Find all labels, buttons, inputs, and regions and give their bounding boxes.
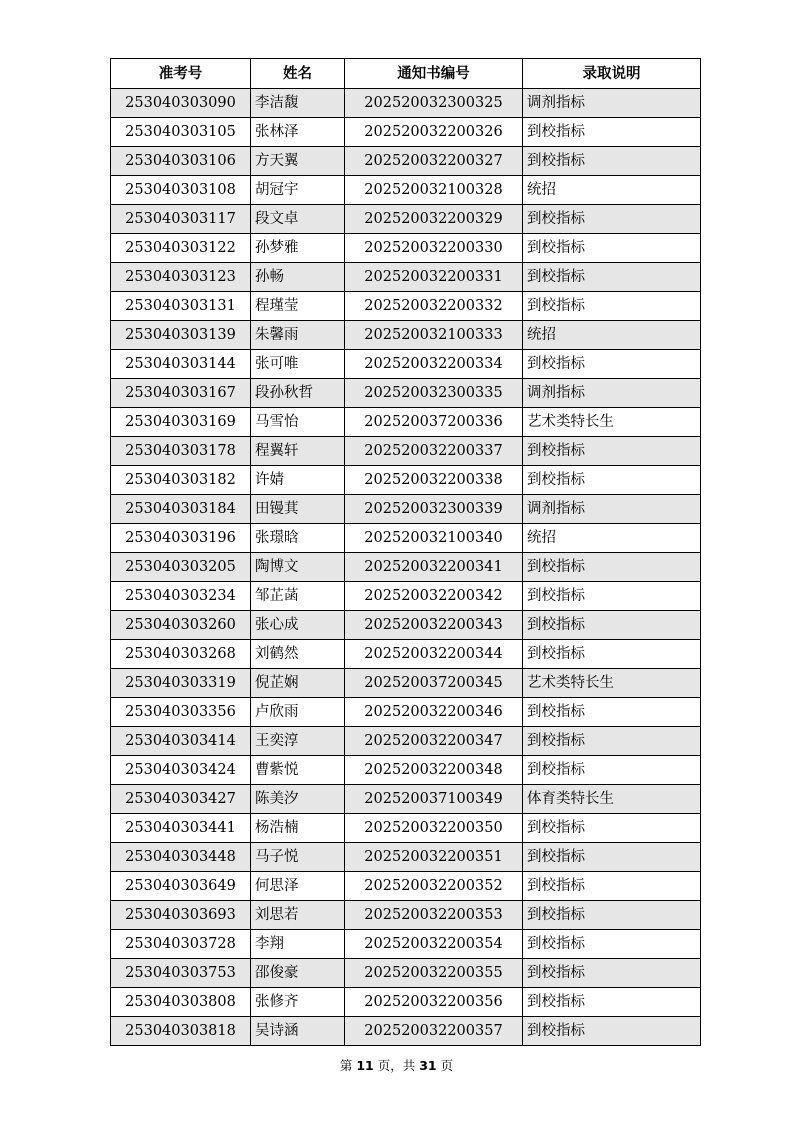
notice-number-cell: 202520037200345 xyxy=(345,669,523,698)
exam-number-cell: 253040303139 xyxy=(111,321,251,350)
admission-note-cell: 到校指标 xyxy=(523,930,701,959)
admission-table xyxy=(110,58,701,1046)
admission-note-cell: 统招 xyxy=(523,321,701,350)
notice-number-cell: 202520032200329 xyxy=(345,205,523,234)
admission-note-cell: 到校指标 xyxy=(523,988,701,1017)
name-cell: 吴诗涵 xyxy=(251,1017,345,1046)
exam-number-cell: 253040303356 xyxy=(111,698,251,727)
table-header-row xyxy=(111,59,701,89)
admission-note-cell: 调剂指标 xyxy=(523,379,701,408)
notice-number-cell: 202520032200355 xyxy=(345,959,523,988)
exam-number-cell: 253040303268 xyxy=(111,640,251,669)
admission-note-cell: 到校指标 xyxy=(523,466,701,495)
footer-total-pages: 31 xyxy=(419,1058,437,1073)
name-cell: 张璟晗 xyxy=(251,524,345,553)
admission-note-cell: 到校指标 xyxy=(523,147,701,176)
admission-note-cell: 到校指标 xyxy=(523,350,701,379)
admission-note-cell: 到校指标 xyxy=(523,553,701,582)
name-cell: 程瑾莹 xyxy=(251,292,345,321)
notice-number-cell: 202520032200341 xyxy=(345,553,523,582)
table-row xyxy=(111,118,701,147)
admission-note-cell: 统招 xyxy=(523,176,701,205)
name-cell: 张修齐 xyxy=(251,988,345,1017)
notice-number-cell: 202520032100340 xyxy=(345,524,523,553)
exam-number-cell: 253040303693 xyxy=(111,901,251,930)
footer-suffix: 页 xyxy=(440,1058,454,1073)
header-name: 姓名 xyxy=(251,59,345,89)
notice-number-cell: 202520032100333 xyxy=(345,321,523,350)
table-row xyxy=(111,524,701,553)
exam-number-cell: 253040303319 xyxy=(111,669,251,698)
notice-number-cell: 202520032200331 xyxy=(345,263,523,292)
admission-note-cell: 到校指标 xyxy=(523,234,701,263)
table-row xyxy=(111,147,701,176)
table-row xyxy=(111,437,701,466)
name-cell: 李洁馥 xyxy=(251,89,345,118)
admission-note-cell: 调剂指标 xyxy=(523,89,701,118)
table-row xyxy=(111,292,701,321)
footer-middle: 页，共 xyxy=(377,1058,416,1073)
name-cell: 曹紫悦 xyxy=(251,756,345,785)
exam-number-cell: 253040303090 xyxy=(111,89,251,118)
exam-number-cell: 253040303753 xyxy=(111,959,251,988)
name-cell: 陶博文 xyxy=(251,553,345,582)
table-row xyxy=(111,408,701,437)
notice-number-cell: 202520032200352 xyxy=(345,872,523,901)
name-cell: 邵俊豪 xyxy=(251,959,345,988)
exam-number-cell: 253040303182 xyxy=(111,466,251,495)
notice-number-cell: 202520032200342 xyxy=(345,582,523,611)
admission-note-cell: 到校指标 xyxy=(523,698,701,727)
page-footer xyxy=(0,1056,793,1074)
admission-note-cell: 到校指标 xyxy=(523,263,701,292)
exam-number-cell: 253040303108 xyxy=(111,176,251,205)
table-row xyxy=(111,466,701,495)
exam-number-cell: 253040303441 xyxy=(111,814,251,843)
admission-note-cell: 到校指标 xyxy=(523,959,701,988)
name-cell: 马子悦 xyxy=(251,843,345,872)
notice-number-cell: 202520032300325 xyxy=(345,89,523,118)
name-cell: 许婧 xyxy=(251,466,345,495)
admission-note-cell: 到校指标 xyxy=(523,205,701,234)
table-row xyxy=(111,1017,701,1046)
notice-number-cell: 202520032200357 xyxy=(345,1017,523,1046)
admission-note-cell: 到校指标 xyxy=(523,582,701,611)
exam-number-cell: 253040303169 xyxy=(111,408,251,437)
admission-note-cell: 到校指标 xyxy=(523,756,701,785)
notice-number-cell: 202520032200338 xyxy=(345,466,523,495)
name-cell: 孙梦雅 xyxy=(251,234,345,263)
name-cell: 张可唯 xyxy=(251,350,345,379)
table-row xyxy=(111,843,701,872)
exam-number-cell: 253040303106 xyxy=(111,147,251,176)
notice-number-cell: 202520037200336 xyxy=(345,408,523,437)
notice-number-cell: 202520032200348 xyxy=(345,756,523,785)
header-admission-note: 录取说明 xyxy=(523,59,701,89)
table-row xyxy=(111,379,701,408)
table-row xyxy=(111,930,701,959)
exam-number-cell: 253040303131 xyxy=(111,292,251,321)
table-row xyxy=(111,872,701,901)
notice-number-cell: 202520032200326 xyxy=(345,118,523,147)
name-cell: 邹芷菡 xyxy=(251,582,345,611)
table-body xyxy=(111,89,701,1046)
notice-number-cell: 202520032200344 xyxy=(345,640,523,669)
name-cell: 李翔 xyxy=(251,930,345,959)
admission-note-cell: 到校指标 xyxy=(523,901,701,930)
name-cell: 王奕淳 xyxy=(251,727,345,756)
name-cell: 方天翼 xyxy=(251,147,345,176)
exam-number-cell: 253040303728 xyxy=(111,930,251,959)
table-row xyxy=(111,814,701,843)
admission-note-cell: 到校指标 xyxy=(523,814,701,843)
exam-number-cell: 253040303105 xyxy=(111,118,251,147)
exam-number-cell: 253040303818 xyxy=(111,1017,251,1046)
name-cell: 卢欣雨 xyxy=(251,698,345,727)
footer-prefix: 第 xyxy=(339,1058,353,1073)
notice-number-cell: 202520032200330 xyxy=(345,234,523,263)
notice-number-cell: 202520032200356 xyxy=(345,988,523,1017)
notice-number-cell: 202520032200346 xyxy=(345,698,523,727)
table-row xyxy=(111,727,701,756)
admission-note-cell: 体育类特长生 xyxy=(523,785,701,814)
exam-number-cell: 253040303414 xyxy=(111,727,251,756)
name-cell: 张心成 xyxy=(251,611,345,640)
admission-note-cell: 到校指标 xyxy=(523,727,701,756)
table-row xyxy=(111,640,701,669)
table-row xyxy=(111,205,701,234)
name-cell: 马雪怡 xyxy=(251,408,345,437)
name-cell: 刘鹤然 xyxy=(251,640,345,669)
table-row xyxy=(111,669,701,698)
name-cell: 段文卓 xyxy=(251,205,345,234)
table-row xyxy=(111,698,701,727)
exam-number-cell: 253040303144 xyxy=(111,350,251,379)
admission-note-cell: 艺术类特长生 xyxy=(523,669,701,698)
exam-number-cell: 253040303260 xyxy=(111,611,251,640)
name-cell: 胡冠宇 xyxy=(251,176,345,205)
notice-number-cell: 202520037100349 xyxy=(345,785,523,814)
table-row xyxy=(111,263,701,292)
notice-number-cell: 202520032200354 xyxy=(345,930,523,959)
admission-note-cell: 到校指标 xyxy=(523,843,701,872)
admission-note-cell: 到校指标 xyxy=(523,292,701,321)
table-row xyxy=(111,495,701,524)
exam-number-cell: 253040303117 xyxy=(111,205,251,234)
notice-number-cell: 202520032100328 xyxy=(345,176,523,205)
exam-number-cell: 253040303196 xyxy=(111,524,251,553)
exam-number-cell: 253040303167 xyxy=(111,379,251,408)
exam-number-cell: 253040303427 xyxy=(111,785,251,814)
notice-number-cell: 202520032300339 xyxy=(345,495,523,524)
admission-note-cell: 统招 xyxy=(523,524,701,553)
admission-note-cell: 到校指标 xyxy=(523,437,701,466)
table-row xyxy=(111,89,701,118)
name-cell: 朱馨雨 xyxy=(251,321,345,350)
notice-number-cell: 202520032200351 xyxy=(345,843,523,872)
exam-number-cell: 253040303649 xyxy=(111,872,251,901)
notice-number-cell: 202520032200327 xyxy=(345,147,523,176)
name-cell: 杨浩楠 xyxy=(251,814,345,843)
name-cell: 张林泽 xyxy=(251,118,345,147)
notice-number-cell: 202520032200343 xyxy=(345,611,523,640)
admission-note-cell: 到校指标 xyxy=(523,118,701,147)
admission-note-cell: 到校指标 xyxy=(523,1017,701,1046)
table-row xyxy=(111,176,701,205)
header-notice-number: 通知书编号 xyxy=(345,59,523,89)
admission-note-cell: 艺术类特长生 xyxy=(523,408,701,437)
name-cell: 倪芷娴 xyxy=(251,669,345,698)
admission-note-cell: 到校指标 xyxy=(523,611,701,640)
exam-number-cell: 253040303184 xyxy=(111,495,251,524)
table-row xyxy=(111,988,701,1017)
notice-number-cell: 202520032200347 xyxy=(345,727,523,756)
exam-number-cell: 253040303234 xyxy=(111,582,251,611)
table-row xyxy=(111,611,701,640)
exam-number-cell: 253040303123 xyxy=(111,263,251,292)
name-cell: 程翼轩 xyxy=(251,437,345,466)
table-row xyxy=(111,321,701,350)
notice-number-cell: 202520032200353 xyxy=(345,901,523,930)
notice-number-cell: 202520032200332 xyxy=(345,292,523,321)
table-row xyxy=(111,959,701,988)
notice-number-cell: 202520032200337 xyxy=(345,437,523,466)
name-cell: 刘思若 xyxy=(251,901,345,930)
table-row xyxy=(111,582,701,611)
name-cell: 何思泽 xyxy=(251,872,345,901)
name-cell: 田镘萁 xyxy=(251,495,345,524)
exam-number-cell: 253040303448 xyxy=(111,843,251,872)
notice-number-cell: 202520032200350 xyxy=(345,814,523,843)
table-row xyxy=(111,553,701,582)
table-row xyxy=(111,350,701,379)
header-exam-number: 准考号 xyxy=(111,59,251,89)
table-row xyxy=(111,785,701,814)
exam-number-cell: 253040303178 xyxy=(111,437,251,466)
name-cell: 段孙秋哲 xyxy=(251,379,345,408)
exam-number-cell: 253040303808 xyxy=(111,988,251,1017)
exam-number-cell: 253040303205 xyxy=(111,553,251,582)
table-row xyxy=(111,756,701,785)
exam-number-cell: 253040303424 xyxy=(111,756,251,785)
admission-note-cell: 调剂指标 xyxy=(523,495,701,524)
table-row xyxy=(111,901,701,930)
notice-number-cell: 202520032200334 xyxy=(345,350,523,379)
name-cell: 陈美汐 xyxy=(251,785,345,814)
table-row xyxy=(111,234,701,263)
admission-note-cell: 到校指标 xyxy=(523,872,701,901)
notice-number-cell: 202520032300335 xyxy=(345,379,523,408)
exam-number-cell: 253040303122 xyxy=(111,234,251,263)
name-cell: 孙畅 xyxy=(251,263,345,292)
footer-current-page: 11 xyxy=(356,1058,374,1073)
admission-note-cell: 到校指标 xyxy=(523,640,701,669)
